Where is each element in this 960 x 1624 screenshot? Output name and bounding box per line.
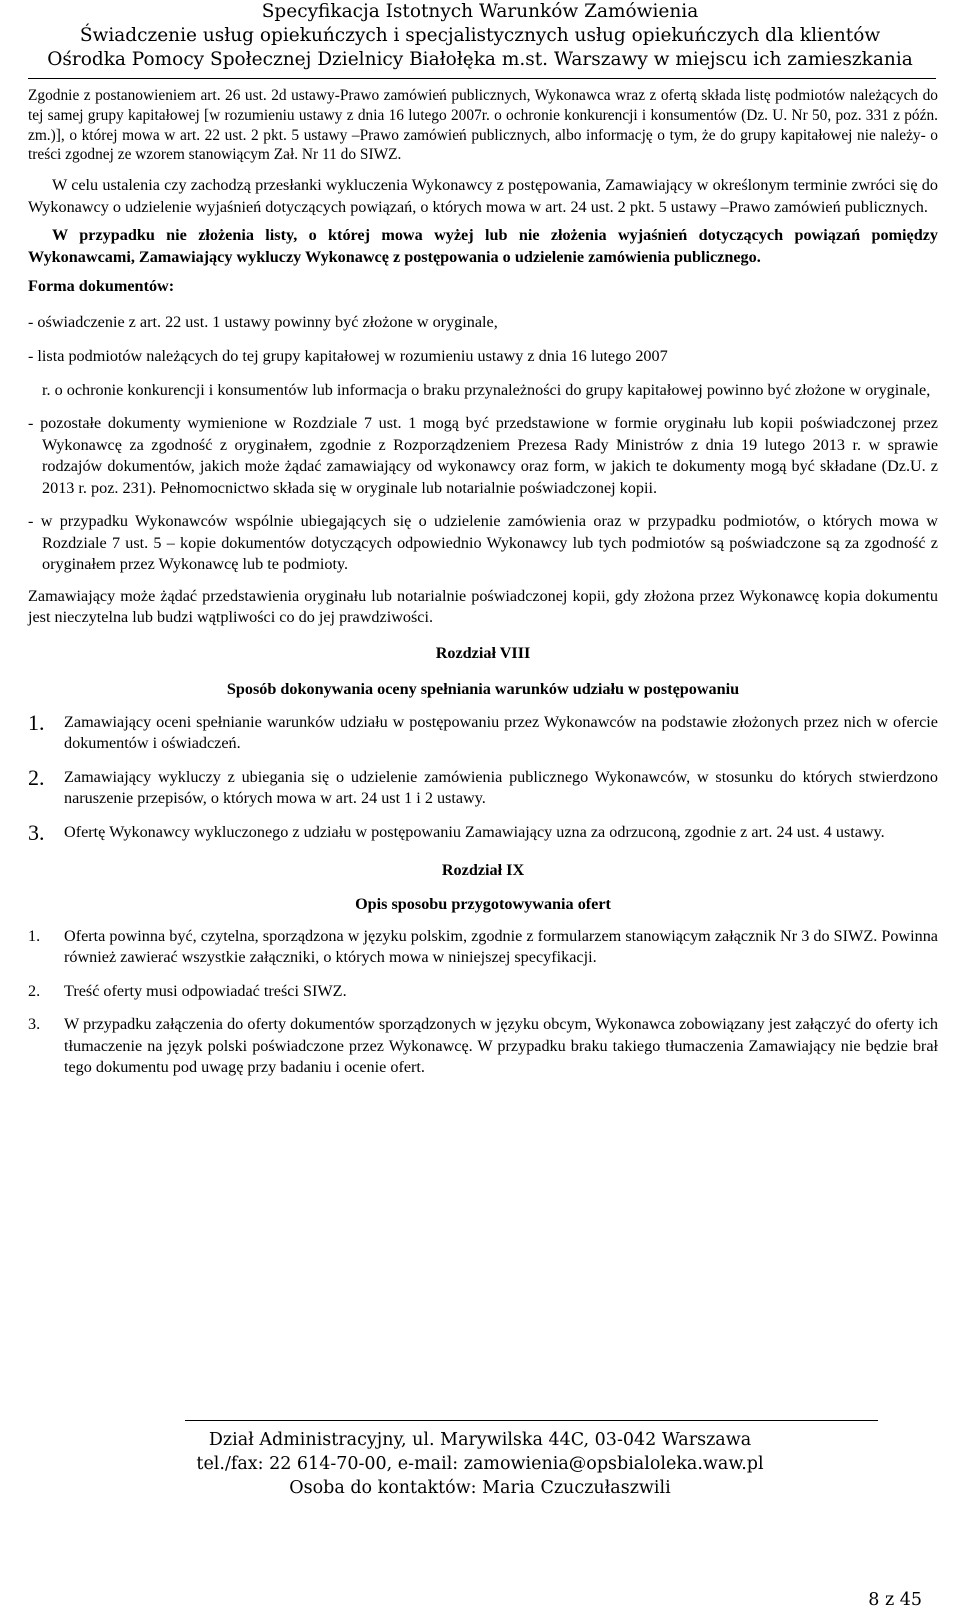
forma-item: - pozostałe dokumenty wymienione w Rozdziale 7 ust. 1 mogą być przedstawione w formie oryginału lub kopii poświadczonej przez Wykonawcę za zgodność z oryginałem, zgodnie z Rozporządzeniem Prezesa Rady Ministrów z dnia 19 lutego 2013 r. w sprawie rodzajów dokumentów, jakich może żądać zamawiający od wykonawcy oraz form, w jakich te dokumenty mogą być składane (Dz.U. z 2013 r. poz. 231). Pełnomocnictwo składa się w oryginale lub notarialnie poświadczonej kopii. [28, 414, 938, 497]
footer-divider [185, 1420, 878, 1421]
item-number: 3. [28, 1015, 41, 1034]
forma-item: - w przypadku Wykonawców wspólnie ubiegających się o udzielenie zamówienia oraz w przypadku podmiotów, o których mowa w Rozdziale 7 ust. 5 – kopie dokumentów dotyczących odpowiednio Wykonawcy lub tych podmiotów są poświadczone są za zgodność z oryginałem przez Wykonawcę lub te podmioty. [28, 512, 938, 574]
chapter-9-item [28, 1014, 938, 1079]
header-subtitle-2: Ośrodka Pomocy Społecznej Dzielnicy Białołęka m.st. Warszawy w miejscu ich zamieszkania [47, 49, 913, 70]
paragraph-wyjasnienia: W celu ustalenia czy zachodzą przesłanki wykluczenia Wykonawcy z postępowania, Zamawiający w określonym terminie zwróci się do Wykonawcy o udzielenie wyjaśnień dotyczących powiązań, o których mowa w art. 24 ust. 2 pkt. 5 ustawy –Prawo zamówień publicznych. [28, 176, 938, 216]
item-text: Oferta powinna być, czytelna, sporządzona w języku polskim, zgodnie z formularzem stanowiącym załącznik Nr 3 do SIWZ. Powinna również zawierać wszystkie załączniki, o których mowa w niniejszej specyfikacji. [64, 926, 938, 967]
chapter-8-item [28, 764, 938, 810]
item-number: 2. [28, 764, 45, 790]
chapter-8-title: Rozdział VIII [435, 643, 531, 662]
item-text: Ofertę Wykonawcy wykluczonego z udziału w postępowaniu Zamawiający uzna za odrzuconą, zgodnie z art. 24 ust. 4 ustawy. [64, 822, 885, 841]
header-title: Specyfikacja Istotnych Warunków Zamówienia [261, 1, 699, 22]
item-number: 2. [28, 981, 41, 1000]
chapter-9-subtitle: Opis sposobu przygotowywania ofert [355, 895, 611, 914]
footer-address: Dział Administracyjny, ul. Marywilska 44C, 03-042 Warszawa [208, 1430, 752, 1450]
forma-dokumentow-heading: Forma dokumentów: [28, 277, 175, 296]
forma-item: - oświadczenie z art. 22 ust. 1 ustawy powinny być złożone w oryginale, [28, 312, 498, 331]
page-number: 8 z 45 [868, 1590, 922, 1610]
page-header [0, 0, 960, 72]
forma-item: r. o ochronie konkurencji i konsumentów lub informacja o braku przynależności do grupy kapitałowej powinno być złożone w oryginale, [42, 380, 931, 399]
header-subtitle-1: Świadczenie usług opiekuńczych i specjalistycznych usług opiekuńczych dla klientów [79, 25, 881, 46]
chapter-9-title: Rozdział IX [441, 860, 525, 879]
chapter-9-item [28, 926, 938, 969]
item-number: 1. [28, 709, 45, 735]
item-text: Treść oferty musi odpowiadać treści SIWZ. [64, 981, 347, 1000]
footer-contact-person: Osoba do kontaktów: Maria Czuczułaszwili [289, 1478, 671, 1498]
chapter-9-item [28, 981, 938, 1003]
document-body [28, 86, 938, 1079]
item-text: Zamawiający oceni spełnianie warunków udziału w postępowaniu przez Wykonawców na podstawie złożonych przez nich w ofercie dokumentów i oświadczeń. [64, 712, 938, 753]
paragraph-wykluczenie: W przypadku nie złożenia listy, o której mowa wyżej lub nie złożenia wyjaśnień dotyczących powiązań pomiędzy Wykonawcami, Zamawiający wykluczy Wykonawcę z postępowania o udzielenie zamówienia publicznego. [28, 226, 938, 266]
item-number: 3. [28, 819, 45, 845]
paragraph-oryginal: Zamawiający może żądać przedstawienia oryginału lub notarialnie poświadczonej kopii, gdy złożona przez Wykonawcę kopia dokumentu jest nieczytelna lub budzi wątpliwości co do jej prawdziwości. [28, 586, 938, 627]
chapter-8-item [28, 819, 938, 845]
chapter-8-subtitle: Sposób dokonywania oceny spełniania warunków udziału w postępowaniu [226, 680, 740, 699]
page-footer [0, 1428, 960, 1500]
paragraph-grupa-kapitalowa: Zgodnie z postanowieniem art. 26 ust. 2d ustawy-Prawo zamówień publicznych, Wykonawca wraz z ofertą składa listę podmiotów należących do tej samej grupy kapitałowej [w rozumieniu ustawy z dnia 16 lutego 2007r. o ochronie konkurencji i konsumentów (Dz. U. Nr 50, poz. 331 z późn. zm.)], o której mowa w art. 22 ust. 2 pkt. 5 ustawy –Prawo zamówień publicznych, albo informację o tym, że do grupy kapitałowej nie należy- o treści zgodnej ze wzorem stanowiącym Zał. Nr 11 do SIWZ. [28, 87, 938, 164]
item-text: Zamawiający wykluczy z ubiegania się o udzielenie zamówienia publicznego Wykonawców, w stosunku do których stwierdzono naruszenie przepisów, o których mowa w art. 24 ust 1 i 2 ustawy. [64, 767, 938, 808]
chapter-8-item [28, 709, 938, 755]
footer-contact: tel./fax: 22 614-70-00, e-mail: zamowienia@opsbialoleka.waw.pl [196, 1454, 764, 1474]
item-text: W przypadku załączenia do oferty dokumentów sporządzonych w języku obcym, Wykonawca zobowiązany jest załączyć do oferty ich tłumaczenie na język polski poświadczone przez Wykonawcę. W przypadku braku takiego tłumaczenia Zamawiający nie będzie brał tego dokumentu pod uwagę przy badaniu i ocenie ofert. [64, 1015, 938, 1077]
forma-item: - lista podmiotów należących do tej grupy kapitałowej w rozumieniu ustawy z dnia 16 lutego 2007 [28, 347, 668, 366]
header-divider [28, 78, 936, 79]
item-number: 1. [28, 926, 41, 945]
